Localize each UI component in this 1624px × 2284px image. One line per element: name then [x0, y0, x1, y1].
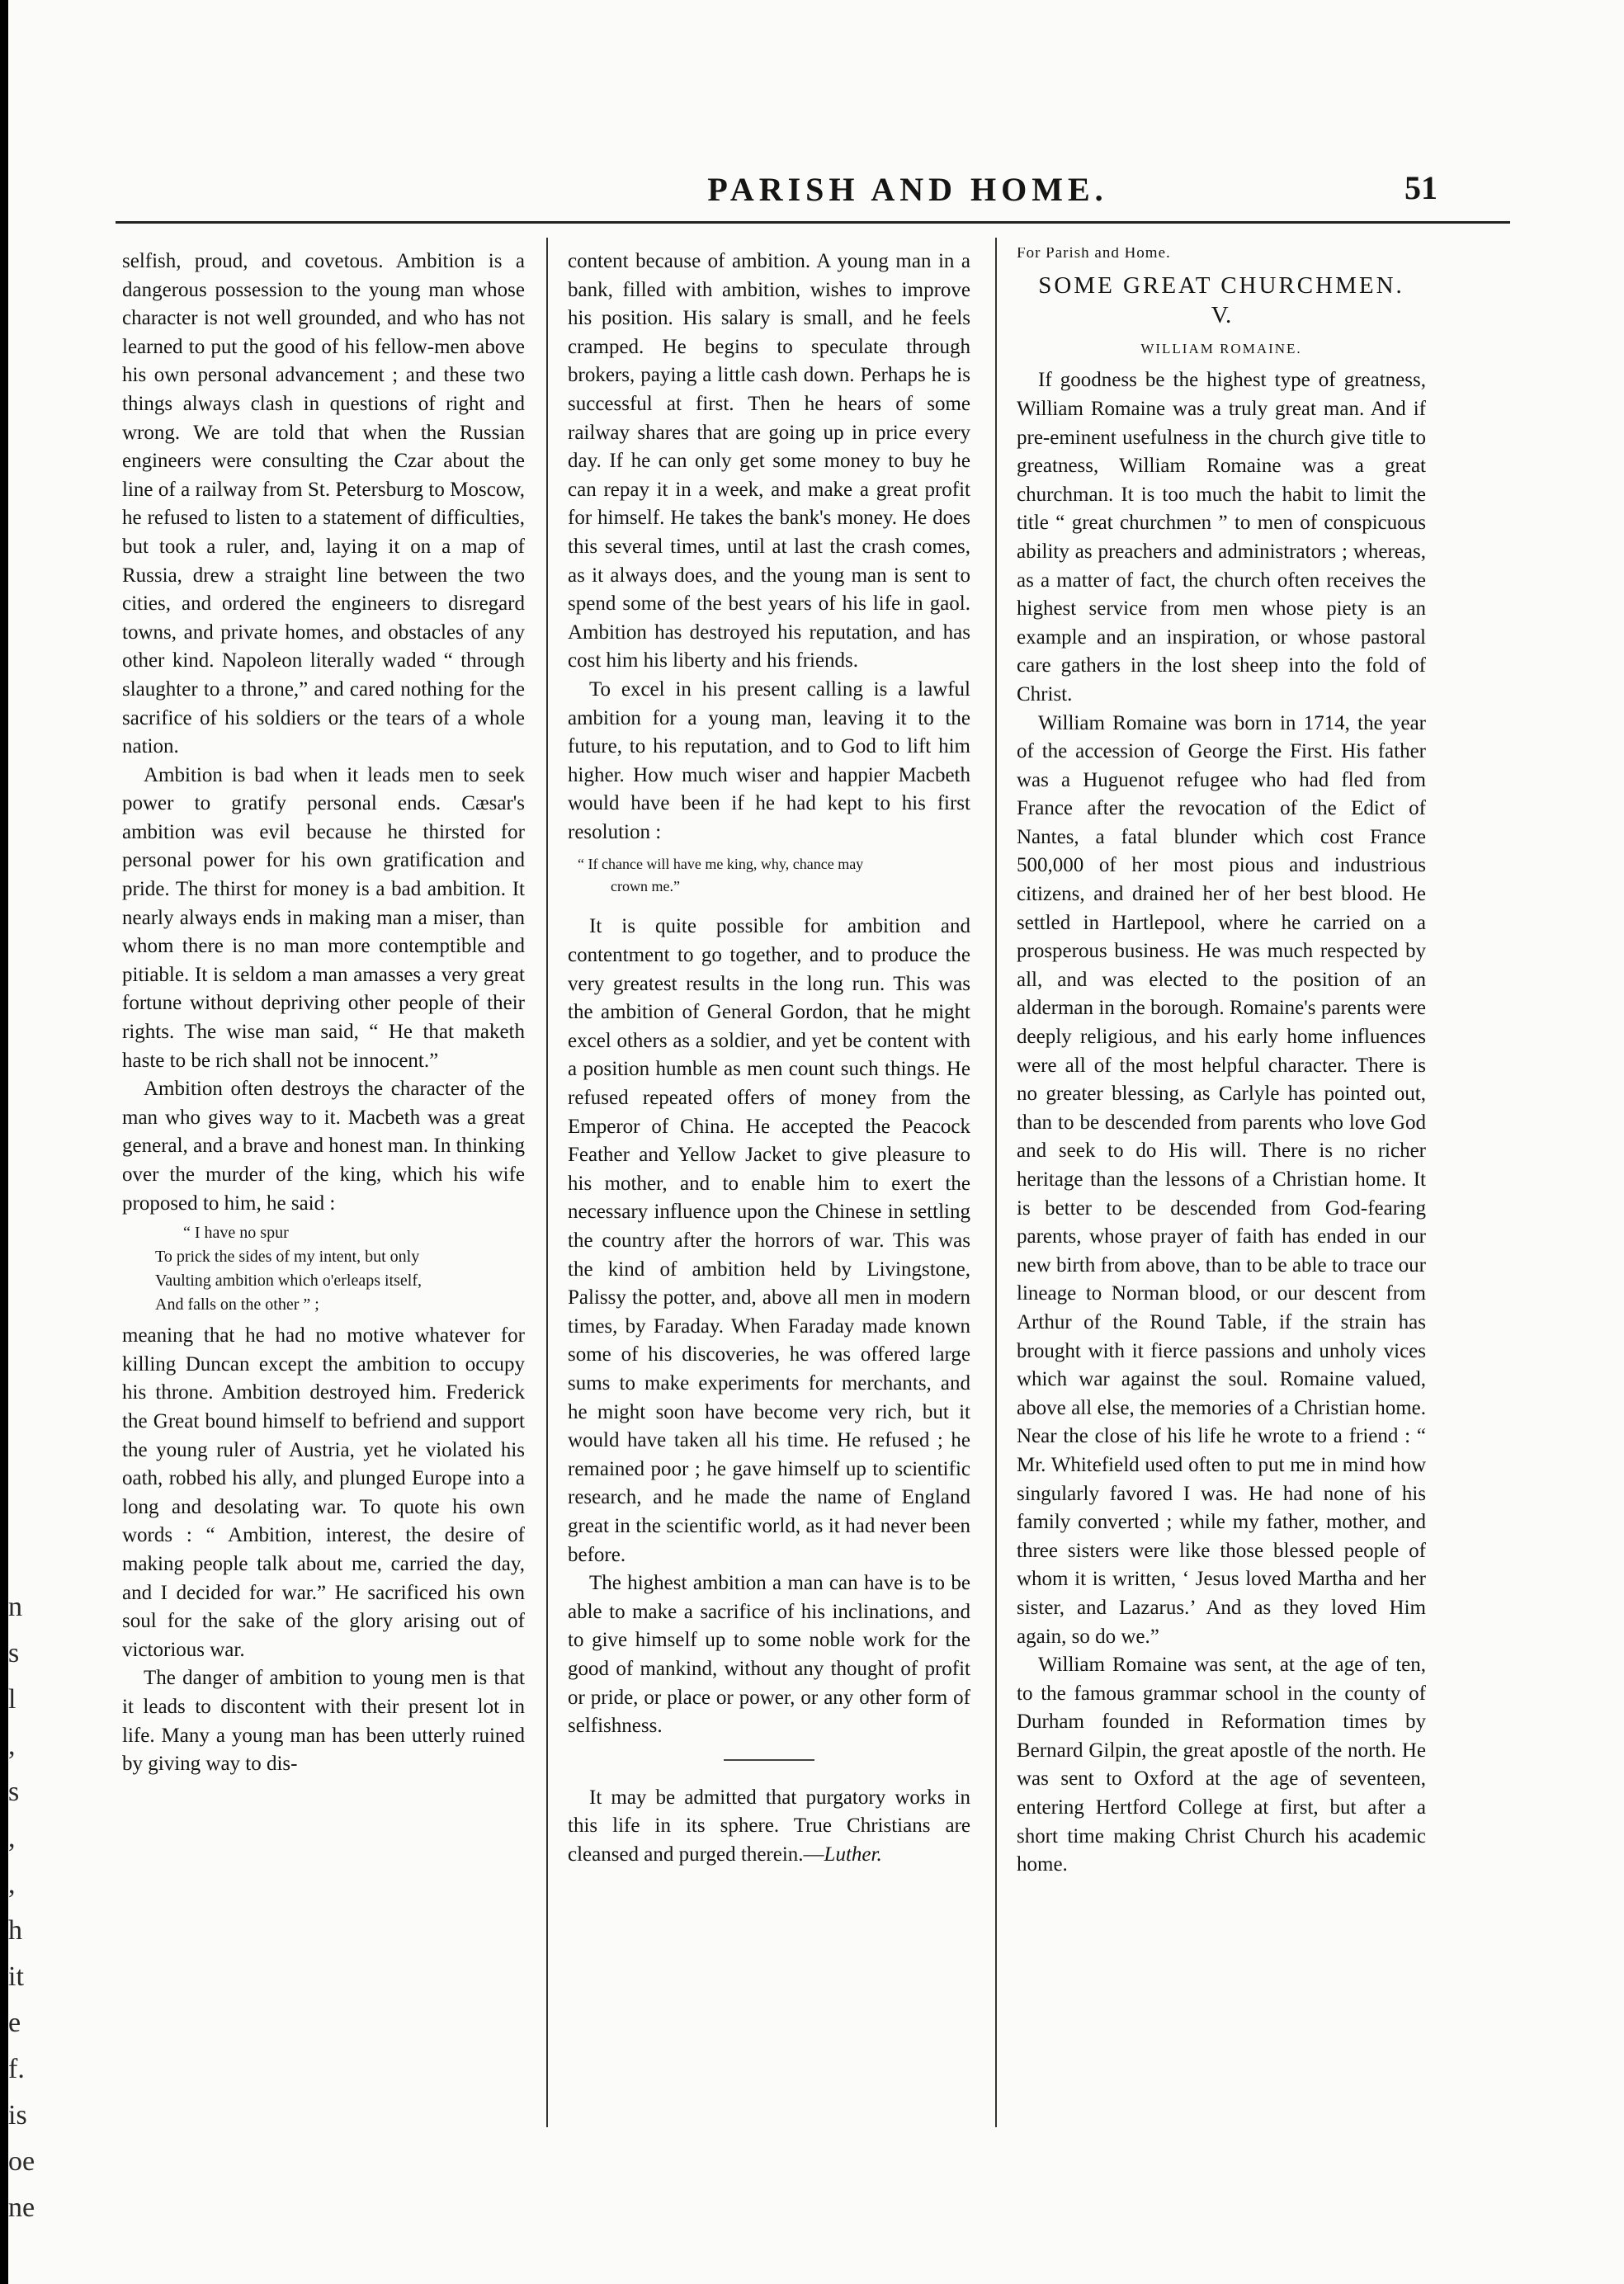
- paragraph: content because of ambition. A young man in a bank, filled with ambition, wishes to improve his position. His salary is small, and he feels cramped. He begins to speculate through brokers, paying a little cash down. Perhaps he is successful at first. Then he hears of some railway shares that are going up in price every day. If he can only get some money to buy he can repay it in a week, and make a great profit for himself. He takes the bank's money. He does this several times, until at last the crash comes, as it always does, and the young man is sent to spend some of the best years of his life in gaol. Ambition has destroyed his reputation, and has cost him his liberty and his friends.: [568, 250, 970, 672]
- bleed-letter: ne: [8, 2192, 35, 2223]
- verse-line: Vaulting ambition which o'erleaps itself,: [155, 1272, 422, 1291]
- verse-quote: [122, 1221, 525, 1317]
- column-right: [1017, 248, 1426, 2137]
- verse-line: And falls on the other ” ;: [155, 1295, 319, 1314]
- paragraph: Ambition often destroys the character of the man who gives way to it. Macbeth was a great general, and a brave and honest man. In thinking over the murder of the king, which his wife proposed to him, he said :: [122, 1078, 525, 1215]
- article-kicker: For Parish and Home.: [1017, 248, 1171, 262]
- paragraph: The highest ambition a man can have is to be able to make a sacrifice of his inclinations, and to give himself up to some noble work for the good of mankind, without any thought of profit or pride, or place or power, or any other form of selfishness.: [568, 1572, 970, 1738]
- column-left: [122, 248, 525, 2137]
- page-number: 51: [1404, 169, 1438, 206]
- bleed-letter: e: [8, 2008, 21, 2038]
- paragraph: [568, 1784, 970, 1870]
- column-middle: [568, 248, 970, 2137]
- bleed-letter: ,: [8, 1869, 16, 1899]
- paragraph: Ambition is bad when it leads men to seek power to gratify personal ends. Cæsar's ambition was evil because he thirsted for personal power for his own gratification and pride. The thirst for money is a bad ambition. It nearly always ends in making man a miser, than whom there is no man more contemptible and pitiable. It is seldom a man amasses a very great fortune without depriving other people of their rights. The wise man said, “ He that maketh haste to be rich shall not be innocent.”: [122, 763, 525, 1072]
- block-quote: [568, 853, 970, 898]
- bleed-letter: l: [8, 1684, 17, 1715]
- section-rule: [724, 1759, 814, 1761]
- quote-line: crown me.”: [611, 878, 680, 895]
- adjacent-page-bleed: [8, 1584, 41, 2223]
- scanned-page: [8, 0, 1624, 2284]
- bleed-letter: it: [8, 1961, 24, 1992]
- article-number: V.: [1211, 302, 1232, 329]
- paragraph: The danger of ambition to young men is that it leads to discontent with their present lot in life. Many a young man has been utterly ruined by giving way to dis-: [122, 1667, 525, 1776]
- quote-line: “ If chance will have me king, why, chance may: [578, 856, 864, 873]
- verse-line: To prick the sides of my intent, but only: [155, 1248, 420, 1267]
- column-divider: [546, 238, 548, 2127]
- paragraph: It is quite possible for ambition and contentment to go together, and to produce the very greatest results in the long run. This was the ambition of General Gordon, that he might excel others as a soldier, and yet be content with a position humble as men count such things. He refused repeated offers of money from the Emperor of China. He accepted the Peacock Feather and Yellow Jacket to give pleasure to his mother, and to enable him to exert the necessary influence upon the Chinese in settling the country after the horrors of war. This was the kind of ambition held by Livingstone, Palissy the potter, and, above all men in modern times, by Faraday. When Faraday made known some of his discoveries, he was offered large sums to make experiments for merchants, and he might soon have become very rich, but it would have taken all his time. He refused ; he remained poor ; he gave himself up to scientific research, and he made the name of England great in the scientific world, as it had never been before.: [568, 915, 970, 1566]
- column-divider: [995, 238, 997, 2127]
- bleed-letter: oe: [8, 2146, 35, 2177]
- article-subhead: WILLIAM ROMAINE.: [1140, 340, 1302, 356]
- header-rule: [116, 221, 1510, 224]
- paragraph: meaning that he had no motive whatever for killing Duncan except the ambition to occupy his throne. Ambition destroyed him. Frederick the Great bound himself to befriend and support the young ruler of Austria, yet he violated his oath, robbed his ally, and plunged Europe into a long and desolating war. To quote his own words : “ Ambition, interest, the desire of making people talk about me, carried the day, and I decided for war.” He sacrificed his own soul for the sake of the glory arising out of victorious war.: [122, 1324, 525, 1661]
- bleed-letter: s: [8, 1638, 20, 1668]
- article-title: SOME GREAT CHURCHMEN.: [1038, 271, 1404, 299]
- paragraph: selfish, proud, and covetous. Ambition is a dangerous possession to the young man whose character is not well grounded, and who has not learned to put the good of his fellow-men above his own personal advancement ; and these two things always clash in questions of right and wrong. We are told that when the Russian engineers were consulting the Czar about the line of a railway from St. Petersburg to Moscow, he refused to listen to a statement of difficulties, but took a ruler, and, laying it on a map of Russia, drew a straight line between the two cities, and ordered the engineers to disregard towns, and private homes, and obstacles of any other kind. Napoleon literally waded “ through slaughter to a throne,” and cared nothing for the sacrifice of his soldiers or the tears of a whole nation.: [122, 250, 525, 758]
- bleed-letter: ,: [8, 1730, 16, 1761]
- paragraph: If goodness be the highest type of greatness, William Romaine was a truly great man. And if pre-eminent usefulness in the church give title to greatness, William Romaine was a great churchman. It is too much the habit to limit the title “ great churchmen ” to men of conspicuous ability as preachers and administrators ; whereas, as a matter of fact, the church often receives the highest service from men whose piety is an example and an inspiration, or whose pastoral care gathers in the lost sheep into the fold of Christ.: [1017, 369, 1426, 705]
- verse-line: “ I have no spur: [183, 1224, 289, 1243]
- luther-quote: It may be admitted that purgatory works in this life in its sphere. True Christians are cleansed and purged therein.—: [568, 1786, 970, 1866]
- paragraph: William Romaine was sent, at the age of ten, to the famous grammar school in the county of Durham founded in Reformation times by Bernard Gilpin, the great apostle of the north. He was sent to Oxford at the age of seventeen, entering Hertford College at first, but after a short time making Christ Church his academic home.: [1017, 1654, 1426, 1876]
- bleed-letter: s: [8, 1777, 20, 1807]
- running-header: PARISH AND HOME.: [707, 171, 1108, 208]
- bleed-letter: ,: [8, 1823, 16, 1853]
- bleed-letter: is: [8, 2100, 27, 2131]
- bleed-letter: h: [8, 1915, 22, 1946]
- paragraph: To excel in his present calling is a lawful ambition for a young man, leaving it to the future, to his reputation, and to God to lift him higher. How much wiser and happier Macbeth would have been if he had kept to his first resolution :: [568, 677, 970, 843]
- paragraph: William Romaine was born in 1714, the year of the accession of George the First. His father was a Huguenot refugee who had fled from France after the revocation of the Edict of Nantes, a fatal blunder which cost France 500,000 of her most pious and industrious citizens, and drained her of her best blood. He settled in Hartlepool, where he carried on a prosperous business. He was much respected by all, and was elected to the position of an alderman in the borough. Romaine's parents were deeply religious, and his early home influences were all of the most helpful character. There is no greater blessing, as Carlyle has pointed out, than to be descended from parents who love God and seek to do His will. There is no richer heritage than the lessons of a Christian home. It is better to be descended from God-fearing parents, whose prayer of faith has ended in our new birth from above, than to be able to trace our lineage to Norman blood, or our descent from Arthur of the Round Table, if the strain has brought with it fierce passions and unholy vices which war against the soul. Romaine valued, above all else, the memories of a Christian home. Near the close of his life he wrote to a friend : “ Mr. Whitefield used often to put me in mind how singularly favored I was. He had none of his family converted ; while my father, mother, and three sisters were like those blessed people of whom it is written, ‘ Jesus loved Martha and her sister, and Lazarus.’ And as they loved Him again, so do we.”: [1017, 711, 1426, 1648]
- bleed-letter: n: [8, 1592, 22, 1622]
- bleed-letter: f.: [8, 2054, 25, 2084]
- attribution: Luther.: [824, 1843, 882, 1866]
